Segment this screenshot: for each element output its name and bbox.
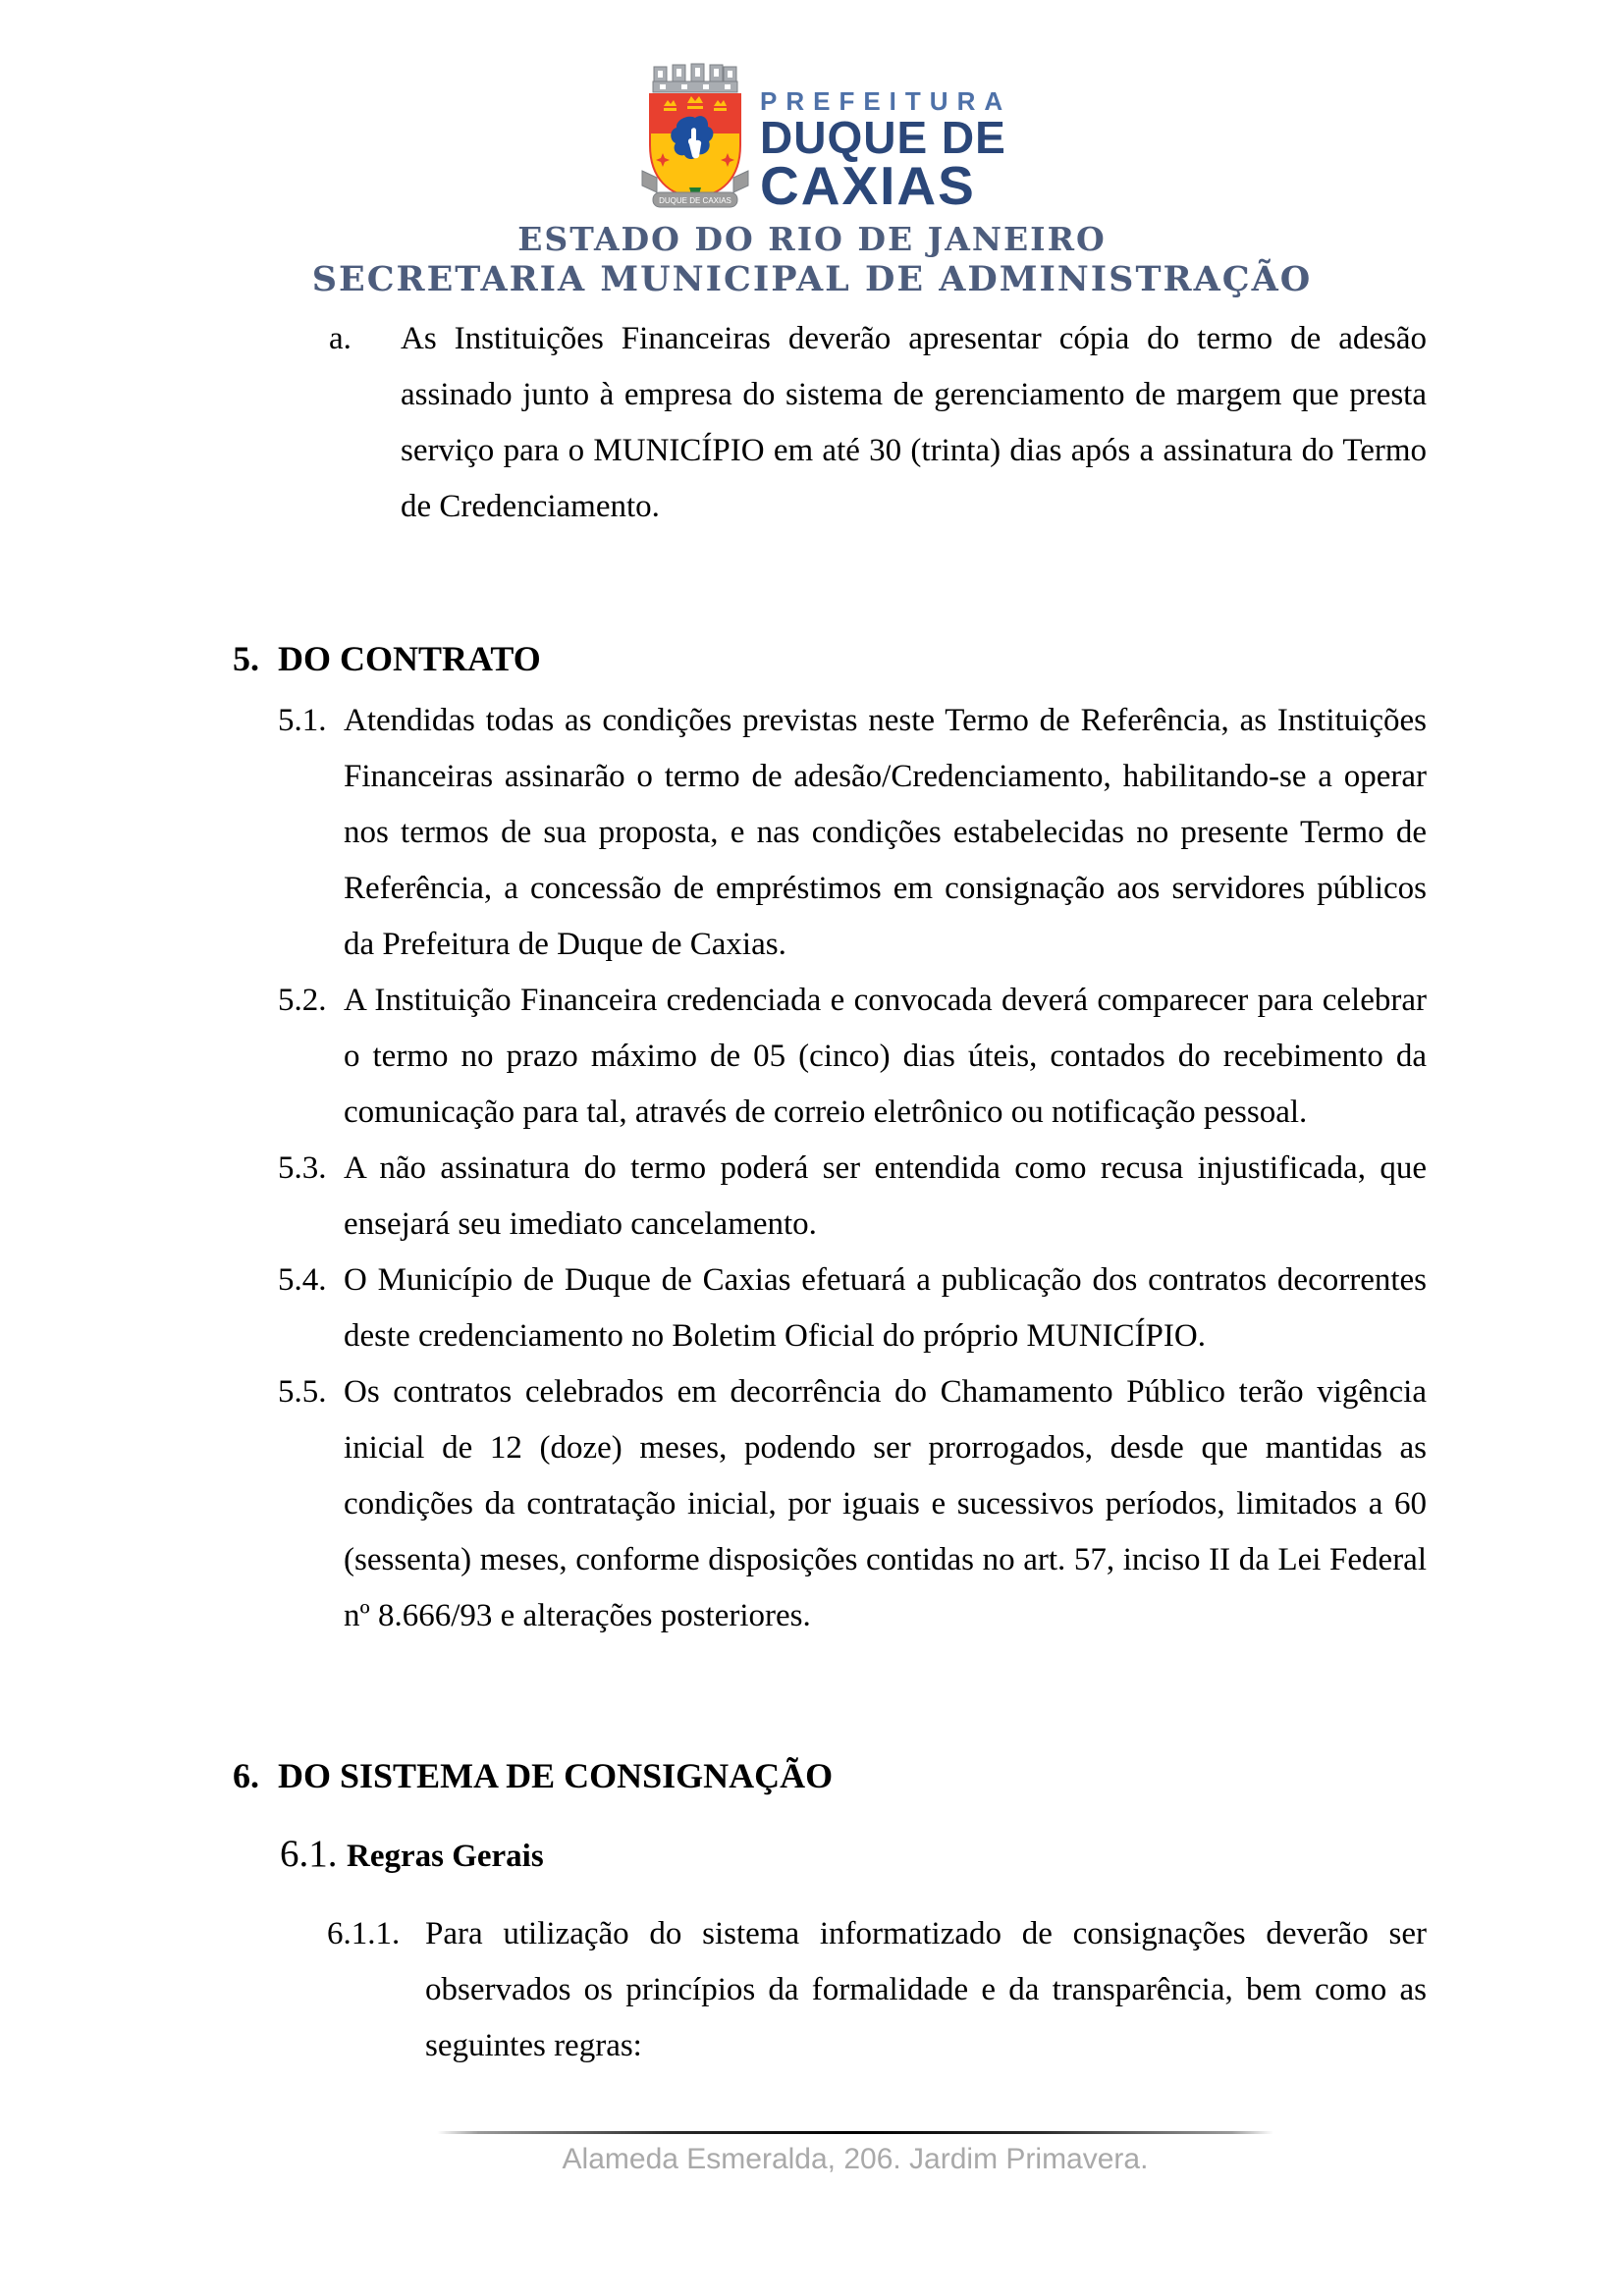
clause-5-4-number: 5.4. [278, 1262, 327, 1298]
list-item-a [329, 311, 1427, 535]
clause-6-1-1-text: Para utilização do sistema informatizado de consignações deverão ser observados os princípios da formalidade e da transparência, bem como as seguintes regras: [425, 1916, 1427, 2063]
wordmark-prefeitura: PREFEITURA [760, 86, 1012, 116]
coat-of-arms [640, 61, 750, 214]
org-secretary-line: SECRETARIA MUNICIPAL DE ADMINISTRAÇÃO [311, 259, 1313, 299]
org-state-line: ESTADO DO RIO DE JANEIRO [517, 220, 1107, 258]
clause-5-5-number: 5.5. [278, 1374, 327, 1410]
section-6-title: DO SISTEMA DE CONSIGNAÇÃO [278, 1756, 834, 1795]
clause-6-1-1-number: 6.1.1. [327, 1916, 401, 1951]
clause-5-1-number: 5.1. [278, 703, 327, 738]
clause-5-3-text: A não assinatura do termo poderá ser entendida como recusa injustificada, que ensejará seu imediato cancelamento. [344, 1150, 1427, 1242]
clause-5-5-text: Os contratos celebrados em decorrência do Chamamento Público terão vigência inicial de 12 (doze) meses, podendo ser prorrogados, desde que mantidas as condições da contratação inicial, por iguais e sucessivos períodos, limitados a 60 (sessenta) meses, conforme disposições contidas no art. 57, inciso II da Lei Federal nº 8.666/93 e alterações posteriores. [344, 1374, 1427, 1633]
list-item-a-text: As Instituições Financeiras deverão apresentar cópia do termo de adesão assinado junto à empresa do sistema de gerenciamento de margem que presta serviço para o MUNICÍPIO em até 30 (trinta) dias após a assinatura do Termo de Credenciamento. [401, 321, 1427, 524]
section-5-number: 5. [233, 639, 259, 678]
clause-5-2-text: A Instituição Financeira credenciada e convocada deverá comparecer para celebrar o termo no prazo máximo de 05 (cinco) dias úteis, contados do recebimento da comunicação para tal, através de correio eletrônico ou notificação pessoal. [344, 983, 1427, 1130]
clause-5-3 [278, 1141, 1427, 1253]
subsection-6-1-title: Regras Gerais [347, 1839, 544, 1874]
list-item-a-label: a. [329, 321, 352, 356]
banner-text: DUQUE DE CAXIAS [659, 196, 731, 205]
clause-5-4 [278, 1253, 1427, 1364]
wordmark-caxias: CAXIAS [760, 155, 976, 216]
clause-6-1-1 [327, 1906, 1427, 2074]
clause-5-1-text: Atendidas todas as condições previstas neste Termo de Referência, as Instituições Financeiras assinarão o termo de adesão/Credenciamento, habilitando-se a operar nos termos de sua proposta, e nas condições estabelecidas no presente Termo de Referência, a concessão de empréstimos em consignação aos servidores públicos da Prefeitura de Duque de Caxias. [344, 703, 1427, 962]
clause-5-4-text: O Município de Duque de Caxias efetuará a publicação dos contratos decorrentes deste credenciamento no Boletim Oficial do próprio MUNICÍPIO. [344, 1262, 1427, 1354]
section-5-heading [233, 636, 541, 681]
section-6-heading [233, 1753, 833, 1798]
footer-divider [437, 2131, 1273, 2134]
clause-5-1 [278, 693, 1427, 973]
clause-5-2 [278, 973, 1427, 1141]
footer-address: Alameda Esmeralda, 206. Jardim Primavera. [562, 2143, 1149, 2175]
section-5-title: DO CONTRATO [278, 639, 541, 678]
wordmark-duque-de: DUQUE DE [760, 112, 1006, 163]
subsection-6-1-heading [280, 1832, 544, 1876]
clause-5-2-number: 5.2. [278, 983, 327, 1018]
logo-wordmark [760, 86, 1012, 216]
subsection-6-1-number: 6.1. [280, 1833, 338, 1875]
clause-5-3-number: 5.3. [278, 1150, 327, 1186]
section-6-number: 6. [233, 1756, 259, 1795]
clause-5-5 [278, 1364, 1427, 1644]
